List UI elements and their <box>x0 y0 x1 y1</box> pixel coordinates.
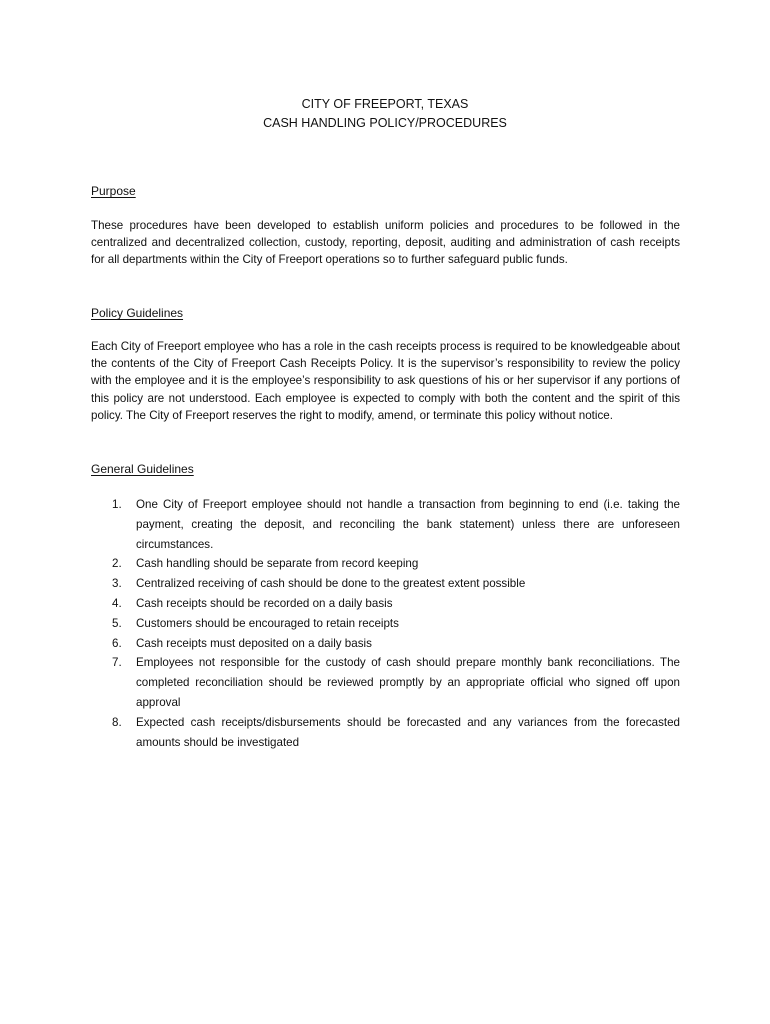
list-item-text: Employees not responsible for the custody of cash should prepare monthly bank reconciliations. The completed reconciliation should be reviewed promptly by an appropriate official who signed off upon approval <box>136 656 680 709</box>
list-item-number: 2. <box>112 557 122 571</box>
list-item <box>91 634 680 654</box>
list-item <box>91 554 680 574</box>
general-guidelines-heading: General Guidelines <box>91 462 194 476</box>
list-item <box>91 574 680 594</box>
general-guidelines-list <box>91 495 680 752</box>
list-item-number: 4. <box>112 596 122 610</box>
list-item-text: Cash receipts must deposited on a daily basis <box>136 636 372 650</box>
list-item-text: Customers should be encouraged to retain receipts <box>136 616 399 630</box>
list-item <box>91 614 680 634</box>
list-item-text: Expected cash receipts/disbursements should be forecasted and any variances from the forecasted amounts should be investigated <box>136 715 680 749</box>
list-item <box>91 713 680 753</box>
list-item-number: 5. <box>112 616 122 630</box>
title-policy: CASH HANDLING POLICY/PROCEDURES <box>263 116 507 130</box>
list-item-number: 3. <box>112 577 122 591</box>
document-title <box>0 95 770 133</box>
purpose-heading: Purpose <box>91 184 136 198</box>
list-item-number: 6. <box>112 636 122 650</box>
policy-guidelines-paragraph: Each City of Freeport employee who has a role in the cash receipts process is required to be knowledgeable about the contents of the City of Freeport Cash Receipts Policy. It is the supervisor’s responsibility to review the policy with the employee and it is the employee’s responsibility to ask questions of his or her supervisor if any portions of this policy are not understood. Each employee is expected to comply with both the content and the spirit of this policy. The City of Freeport reserves the right to modify, amend, or terminate this policy without notice. <box>91 340 680 422</box>
list-item-number: 8. <box>112 715 122 729</box>
list-item <box>91 495 680 554</box>
list-item-number: 1. <box>112 498 122 511</box>
list-item-text: One City of Freeport employee should not handle a transaction from beginning to end (i.e. taking the payment, creating the deposit, and reconciling the bank statement) unless there are unforeseen circumstances. <box>136 498 680 551</box>
policy-guidelines-heading: Policy Guidelines <box>91 306 184 320</box>
list-item <box>91 594 680 614</box>
purpose-paragraph: These procedures have been developed to establish uniform policies and procedures to be followed in the centralized and decentralized collection, custody, reporting, deposit, auditing and administration of cash receipts for all departments within the City of Freeport operations so to further safeguard public funds. <box>91 219 680 267</box>
list-item-text: Centralized receiving of cash should be done to the greatest extent possible <box>136 577 526 591</box>
list-item <box>91 653 680 712</box>
list-item-text: Cash receipts should be recorded on a daily basis <box>136 596 393 610</box>
list-item-text: Cash handling should be separate from record keeping <box>136 557 419 571</box>
list-item-number: 7. <box>112 656 122 670</box>
title-city: CITY OF FREEPORT, TEXAS <box>301 97 469 111</box>
